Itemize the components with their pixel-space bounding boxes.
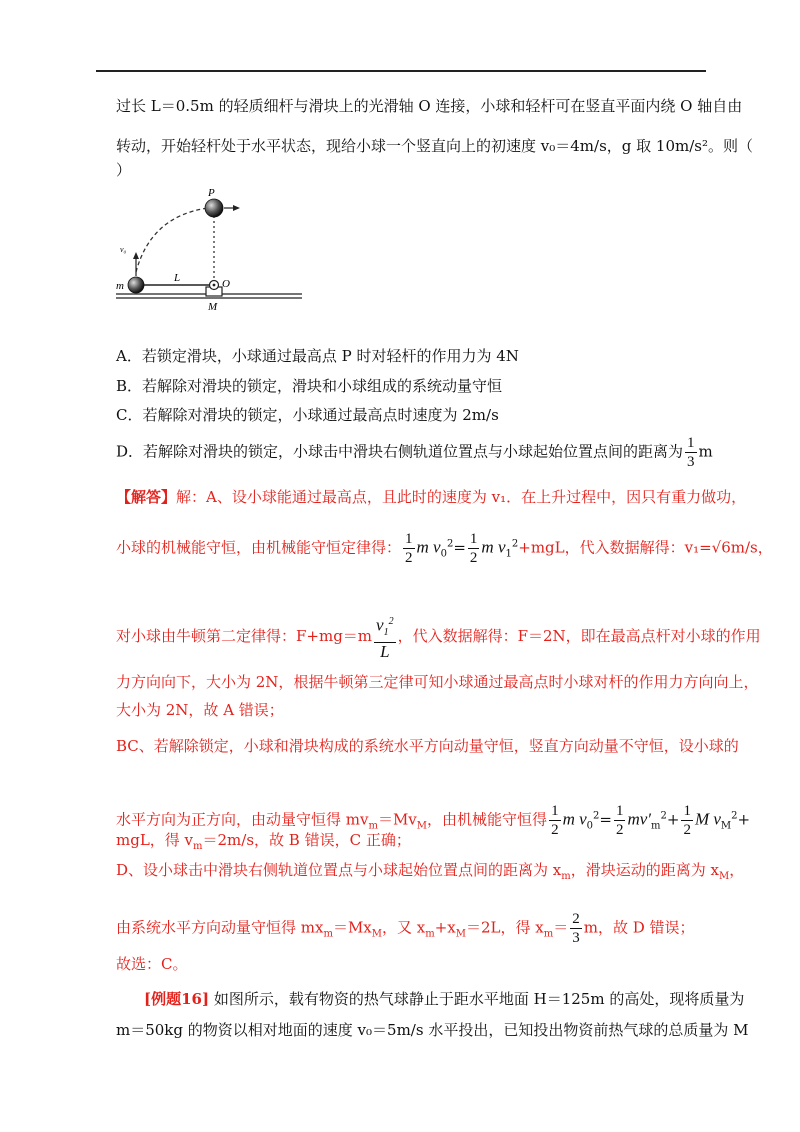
ball-top	[205, 199, 223, 217]
option-a: A．若锁定滑块，小球通过最高点 P 时对轻杆的作用力为 4N	[116, 347, 519, 365]
answer-line-3: 对小球由牛顿第二定律得：F+mg＝m $\frac{v_1^2}{L}$ ，代入数据解得：F＝2N，即在最高点杆对小球的作用	[116, 613, 761, 661]
answer-line-11: 故选：C。	[116, 955, 188, 973]
question-line-1: 过长 L＝0.5m 的轻质细杆与滑块上的光滑轴 O 连接，小球和轻杆可在竖直平面内绕 O 轴自由	[116, 97, 743, 115]
answer-line-5: 大小为 2N，故 A 错误；	[116, 701, 284, 719]
label-L: L	[174, 272, 181, 284]
answer-line-9: D、设小球击中滑块右侧轨道位置点与小球起始位置点间的距离为 $x_m$，滑块运动的距离为 $x_M$，	[116, 861, 745, 882]
label-M: M	[208, 301, 218, 313]
physics-figure	[116, 186, 316, 326]
fraction-1-3: $\frac{1}{3}$	[687, 435, 695, 470]
answer-line-4: 力方向向下，大小为 2N，根据牛顿第三定律可知小球通过最高点时小球对杆的作用力方向向上，	[116, 673, 759, 691]
label-P: P	[208, 187, 215, 199]
answer-line-1: 【解答】解：A、设小球能通过最高点，且此时的速度为 v₁．在上升过程中，因只有重力做功，	[116, 488, 747, 506]
answer-line-8: mgL，得 $v_m=2m/s$，故 B 错误，C 正确；	[116, 831, 411, 852]
question-line-2: 转动，开始轻杆处于水平状态，现给小球一个竖直向上的初速度 v₀＝4m/s，g 取 10m/s²。则（	[116, 137, 753, 155]
trajectory-arc	[136, 208, 208, 272]
answer-line-7: 水平方向为正方向，由动量守恒得 $mv_m=Mv_M$，由机械能守恒得 $\frac{1}{2}$ m $v_0^2=$ $\frac{1}{2}$ $mv'_m^2+$ $\frac{1}{2}$ M $v_M^2+$	[116, 803, 751, 838]
option-b: B．若解除对滑块的锁定，滑块和小球组成的系统动量守恒	[116, 377, 503, 395]
example-line-1: [例题16] 如图所示，载有物资的热气球静止于距水平地面 H＝125m 的高处，现将质量为	[144, 990, 745, 1008]
answer-line-2: 小球的机械能守恒，由机械能守恒定律得： $\frac{1}{2}$ m $v_0^2=$ $\frac{1}{2}$ m $v_1^2+mgL$，代入数据解得：v₁=√6m/s，	[116, 531, 773, 566]
label-m: m	[116, 280, 124, 292]
question-line-3: ）	[116, 161, 132, 179]
answer-line-6: BC、若解除锁定，小球和滑块构成的系统水平方向动量守恒，竖直方向动量不守恒，设小球的	[116, 737, 739, 755]
option-c: C．若解除对滑块的锁定，小球通过最高点时速度为 2m/s	[116, 406, 499, 424]
v0-arrow-head	[133, 252, 139, 259]
ball-initial	[128, 277, 144, 293]
header-rule	[96, 70, 706, 72]
label-v0: v₀	[120, 245, 127, 254]
example-line-2: m＝50kg 的物资以相对地面的速度 v₀＝5m/s 水平投出，已知投出物资前热气球的总质量为 M	[116, 1021, 749, 1039]
velocity-arrow-head	[233, 205, 240, 211]
answer-line-10: 由系统水平方向动量守恒得 $mx_m=Mx_M$，又 $x_m+x_M=2L$，得 $x_m=$ $\frac{2}{3}$ m，故 D 错误；	[116, 911, 695, 946]
option-d: D．若解除对滑块的锁定，小球击中滑块右侧轨道位置点与小球起始位置点间的距离为 $\frac{1}{3}$ m	[116, 435, 713, 470]
label-O: O	[222, 278, 230, 290]
